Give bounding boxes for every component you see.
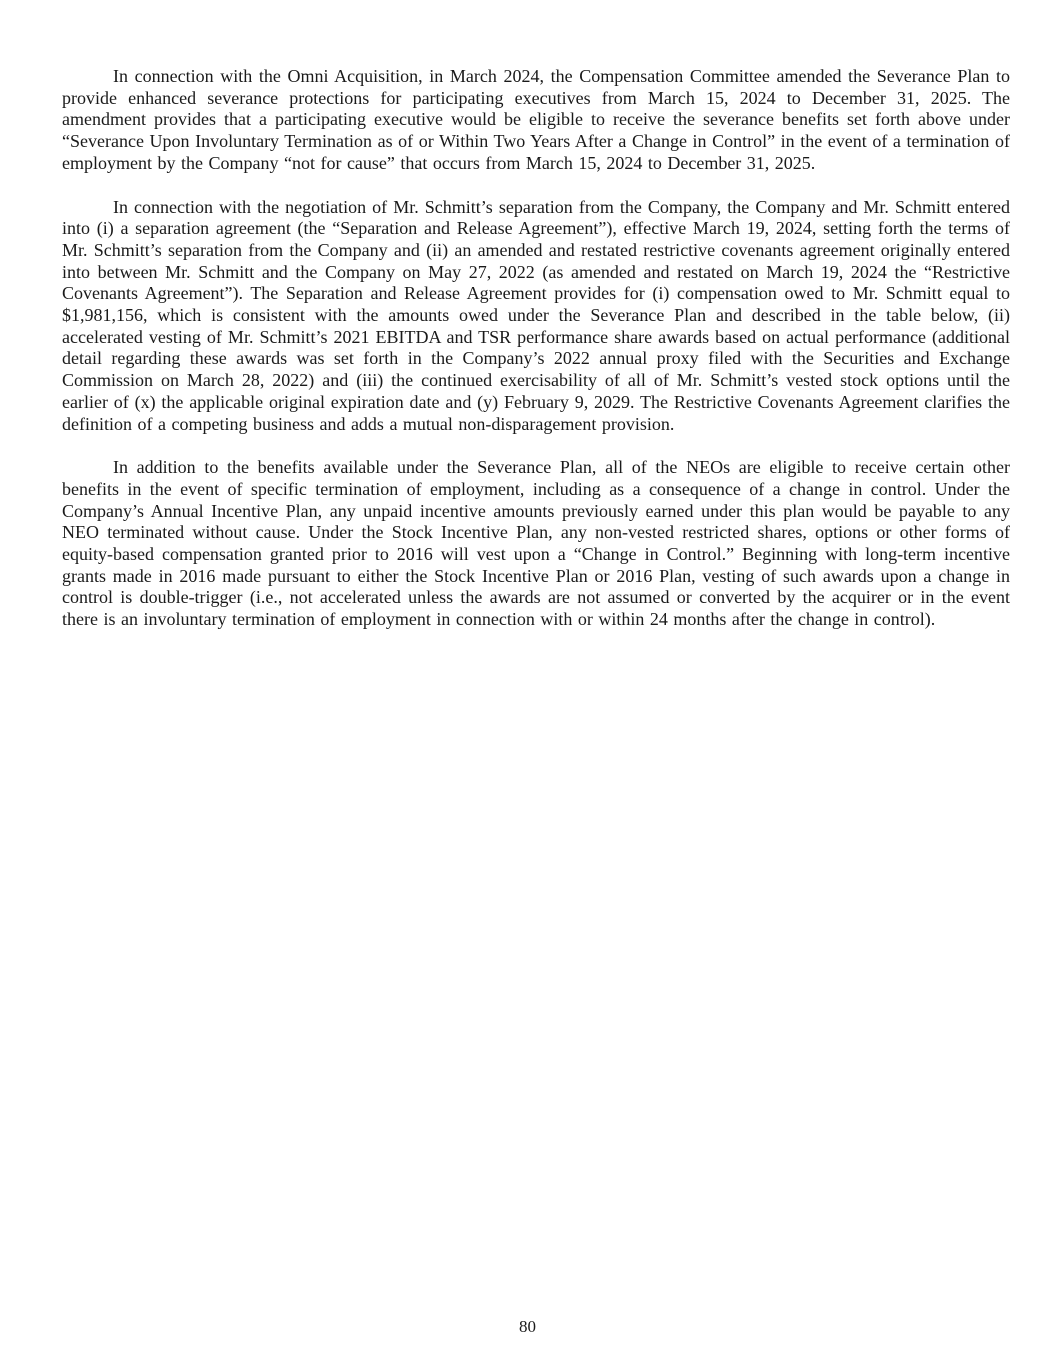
paragraph-neo-benefits-change-in-control: In addition to the benefits available under the Severance Plan, all of the NEOs are eligible to receive certain other benefits in the event of specific termination of employment, including as a consequence of a change in control. Under the Company’s Annual Incentive Plan, any unpaid incentive amounts previously earned under this plan would be payable to any NEO terminated without cause. Under the Stock Incentive Plan, any non-vested restricted shares, options or other forms of equity-based compensation granted prior to 2016 will vest upon a “Change in Control.” Beginning with long-term incentive grants made in 2016 made pursuant to either the Stock Incentive Plan or 2016 Plan, vesting of such awards upon a change in control is double-trigger (i.e., not accelerated unless the awards are not assumed or converted by the acquirer or in the event there is an involuntary termination of employment in connection with or within 24 months after the change in control). (62, 457, 1010, 630)
page-number: 80 (519, 1317, 536, 1336)
paragraph-schmitt-separation-agreement: In connection with the negotiation of Mr. Schmitt’s separation from the Company, the Company and Mr. Schmitt entered into (i) a separation agreement (the “Separation and Release Agreement”), effective March 19, 2024, setting forth the terms of Mr. Schmitt’s separation from the Company and (ii) an amended and restated restrictive covenants agreement originally entered into between Mr. Schmitt and the Company on May 27, 2022 (as amended and restated on March 19, 2024 the “Restrictive Covenants Agreement”). The Separation and Release Agreement provides for (i) compensation owed to Mr. Schmitt equal to $1,981,156, which is consistent with the amounts owed under the Severance Plan and described in the table below, (ii) accelerated vesting of Mr. Schmitt’s 2021 EBITDA and TSR performance share awards based on actual performance (additional detail regarding these awards was set forth in the Company’s 2022 annual proxy filed with the Securities and Exchange Commission on March 28, 2022) and (iii) the continued exercisability of all of Mr. Schmitt’s vested stock options until the earlier of (x) the applicable original expiration date and (y) February 9, 2029. The Restrictive Covenants Agreement clarifies the definition of a competing business and adds a mutual non-disparagement provision. (62, 196, 1010, 434)
paragraph-severance-plan-amendment: In connection with the Omni Acquisition, in March 2024, the Compensation Committee amended the Severance Plan to provide enhanced severance protections for participating executives from March 15, 2024 to December 31, 2025. The amendment provides that a participating executive would be eligible to receive the severance benefits set forth above under “Severance Upon Involuntary Termination as of or Within Two Years After a Change in Control” in the event of a termination of employment by the Company “not for cause” that occurs from March 15, 2024 to December 31, 2025. (62, 66, 1010, 173)
document-body (62, 66, 1010, 653)
